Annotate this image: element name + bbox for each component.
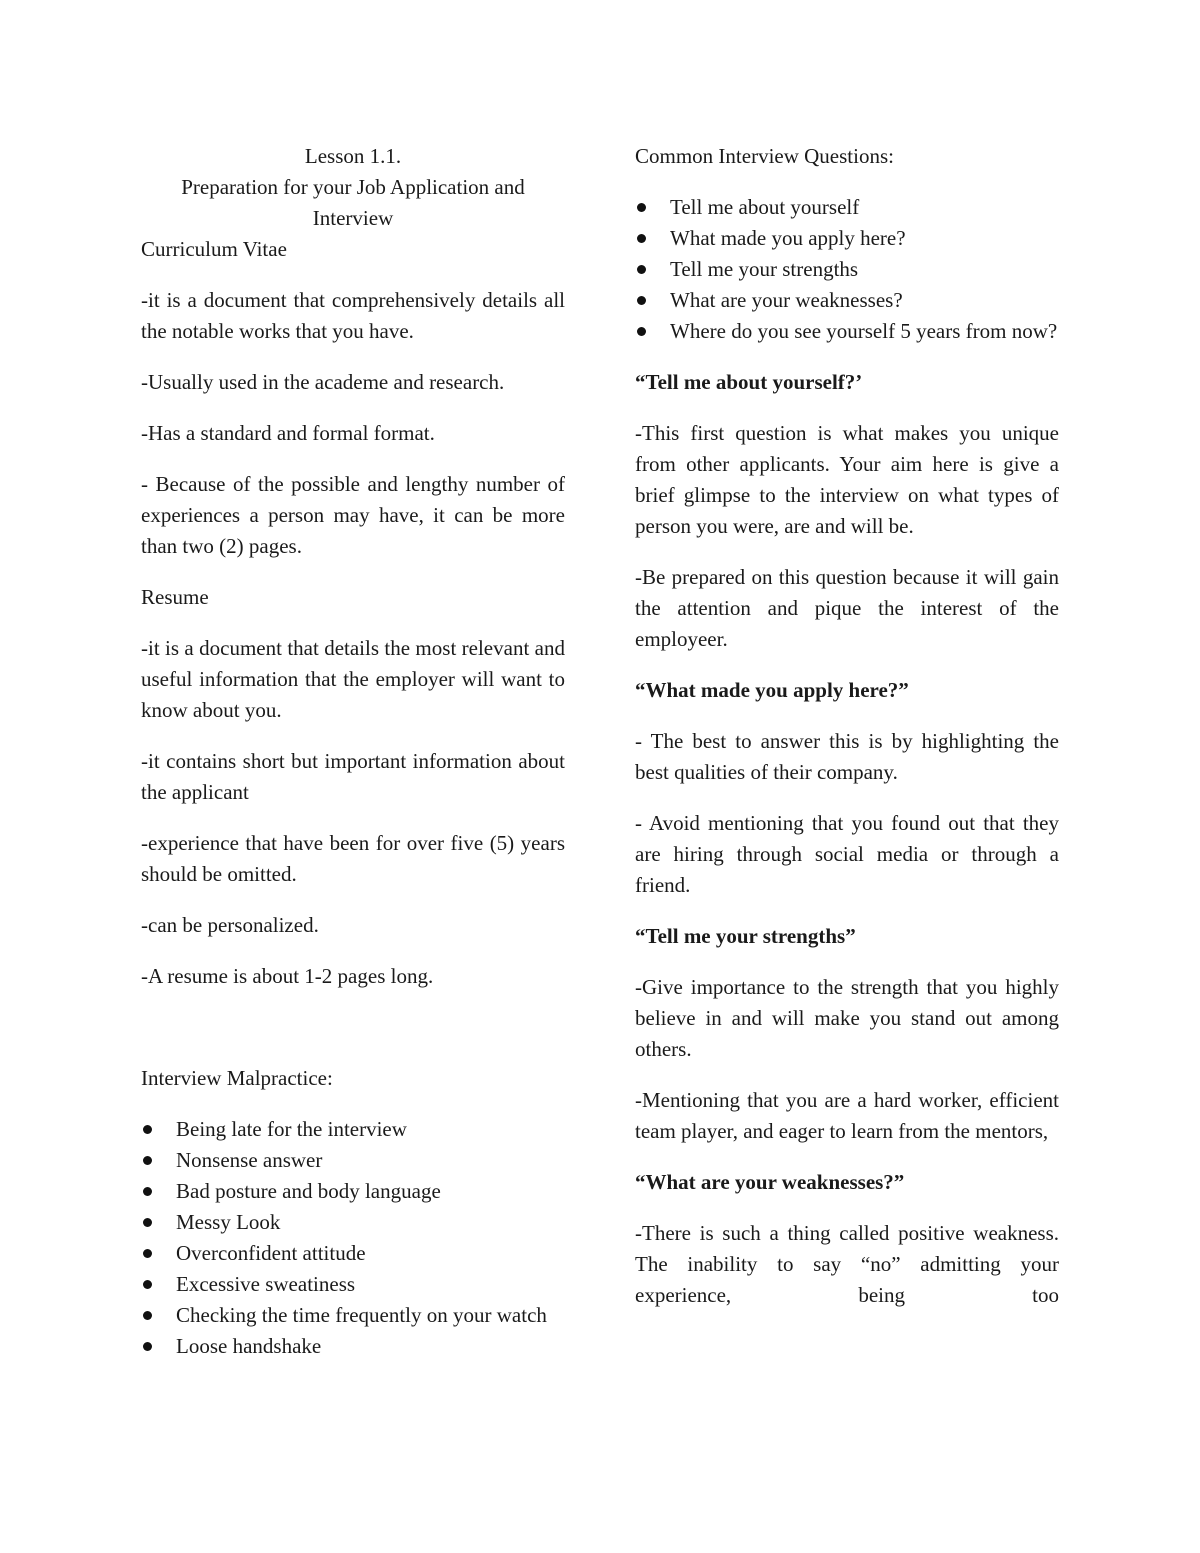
right-column <box>635 141 1059 1331</box>
bullet-icon <box>143 1249 152 1258</box>
resume-paragraph: -can be personalized. <box>141 913 319 937</box>
list-item: Checking the time frequently on your watch <box>141 1300 565 1331</box>
bullet-icon <box>637 234 646 243</box>
q1-paragraph: -Be prepared on this question because it will gain the attention and pique the interest of the employeer. <box>635 565 1059 651</box>
list-item: Being late for the interview <box>141 1114 565 1145</box>
bullet-icon <box>143 1280 152 1289</box>
malpractice-heading: Interview Malpractice: <box>141 1066 333 1090</box>
resume-paragraph: -experience that have been for over five (5) years should be omitted. <box>141 831 565 886</box>
bullet-icon <box>143 1187 152 1196</box>
q4-heading: “What are your weaknesses?” <box>635 1170 905 1194</box>
bullet-icon <box>143 1125 152 1134</box>
q2-paragraph: - Avoid mentioning that you found out that they are hiring through social media or through a friend. <box>635 811 1059 897</box>
malpractice-list <box>141 1114 565 1362</box>
q2-heading: “What made you apply here?” <box>635 678 909 702</box>
list-item: Loose handshake <box>141 1331 565 1362</box>
resume-heading: Resume <box>141 585 209 609</box>
q2-paragraph: - The best to answer this is by highlighting the best qualities of their company. <box>635 729 1059 784</box>
list-item: Nonsense answer <box>141 1145 565 1176</box>
resume-paragraph: -it is a document that details the most relevant and useful information that the employer will want to know about you. <box>141 636 565 722</box>
q3-paragraph: -Mentioning that you are a hard worker, efficient team player, and eager to learn from the mentors, <box>635 1088 1059 1143</box>
cv-paragraph: -Usually used in the academe and research. <box>141 370 505 394</box>
bullet-icon <box>143 1311 152 1320</box>
lesson-number: Lesson 1.1. <box>304 144 402 168</box>
resume-paragraph: -it contains short but important information about the applicant <box>141 749 565 804</box>
bullet-icon <box>637 327 646 336</box>
cv-heading: Curriculum Vitae <box>141 237 287 261</box>
q3-paragraph: -Give importance to the strength that you highly believe in and will make you stand out among others. <box>635 975 1059 1061</box>
questions-heading: Common Interview Questions: <box>635 144 894 168</box>
cv-paragraph: - Because of the possible and lengthy number of experiences a person may have, it can be more than two (2) pages. <box>141 472 565 558</box>
list-item: Where do you see yourself 5 years from now? <box>635 316 1059 347</box>
q3-heading: “Tell me your strengths” <box>635 924 856 948</box>
bullet-icon <box>637 296 646 305</box>
lesson-title-line2: Interview <box>312 206 394 230</box>
q4-paragraph: -There is such a thing called positive weakness. The inability to say “no” admitting your experience, being too <box>635 1221 1059 1307</box>
section-spacer <box>141 1012 565 1063</box>
lesson-title-block <box>141 141 565 234</box>
bullet-icon <box>143 1218 152 1227</box>
lesson-title-line1: Preparation for your Job Application and <box>181 175 525 199</box>
list-item: What made you apply here? <box>635 223 1059 254</box>
bullet-icon <box>143 1156 152 1165</box>
bullet-icon <box>637 203 646 212</box>
cv-paragraph: -it is a document that comprehensively details all the notable works that you have. <box>141 288 565 343</box>
list-item: Tell me about yourself <box>635 192 1059 223</box>
bullet-icon <box>637 265 646 274</box>
cv-paragraph: -Has a standard and formal format. <box>141 421 435 445</box>
list-item: Excessive sweatiness <box>141 1269 565 1300</box>
list-item: Messy Look <box>141 1207 565 1238</box>
list-item: Overconfident attitude <box>141 1238 565 1269</box>
bullet-icon <box>143 1342 152 1351</box>
list-item: Bad posture and body language <box>141 1176 565 1207</box>
q1-paragraph: -This first question is what makes you unique from other applicants. Your aim here is give a brief glimpse to the interview on what types of person you were, are and will be. <box>635 421 1059 538</box>
q1-heading: “Tell me about yourself?’ <box>635 370 863 394</box>
questions-list <box>635 192 1059 347</box>
list-item: What are your weaknesses? <box>635 285 1059 316</box>
resume-paragraph: -A resume is about 1-2 pages long. <box>141 964 434 988</box>
list-item: Tell me your strengths <box>635 254 1059 285</box>
left-column <box>141 141 565 1382</box>
